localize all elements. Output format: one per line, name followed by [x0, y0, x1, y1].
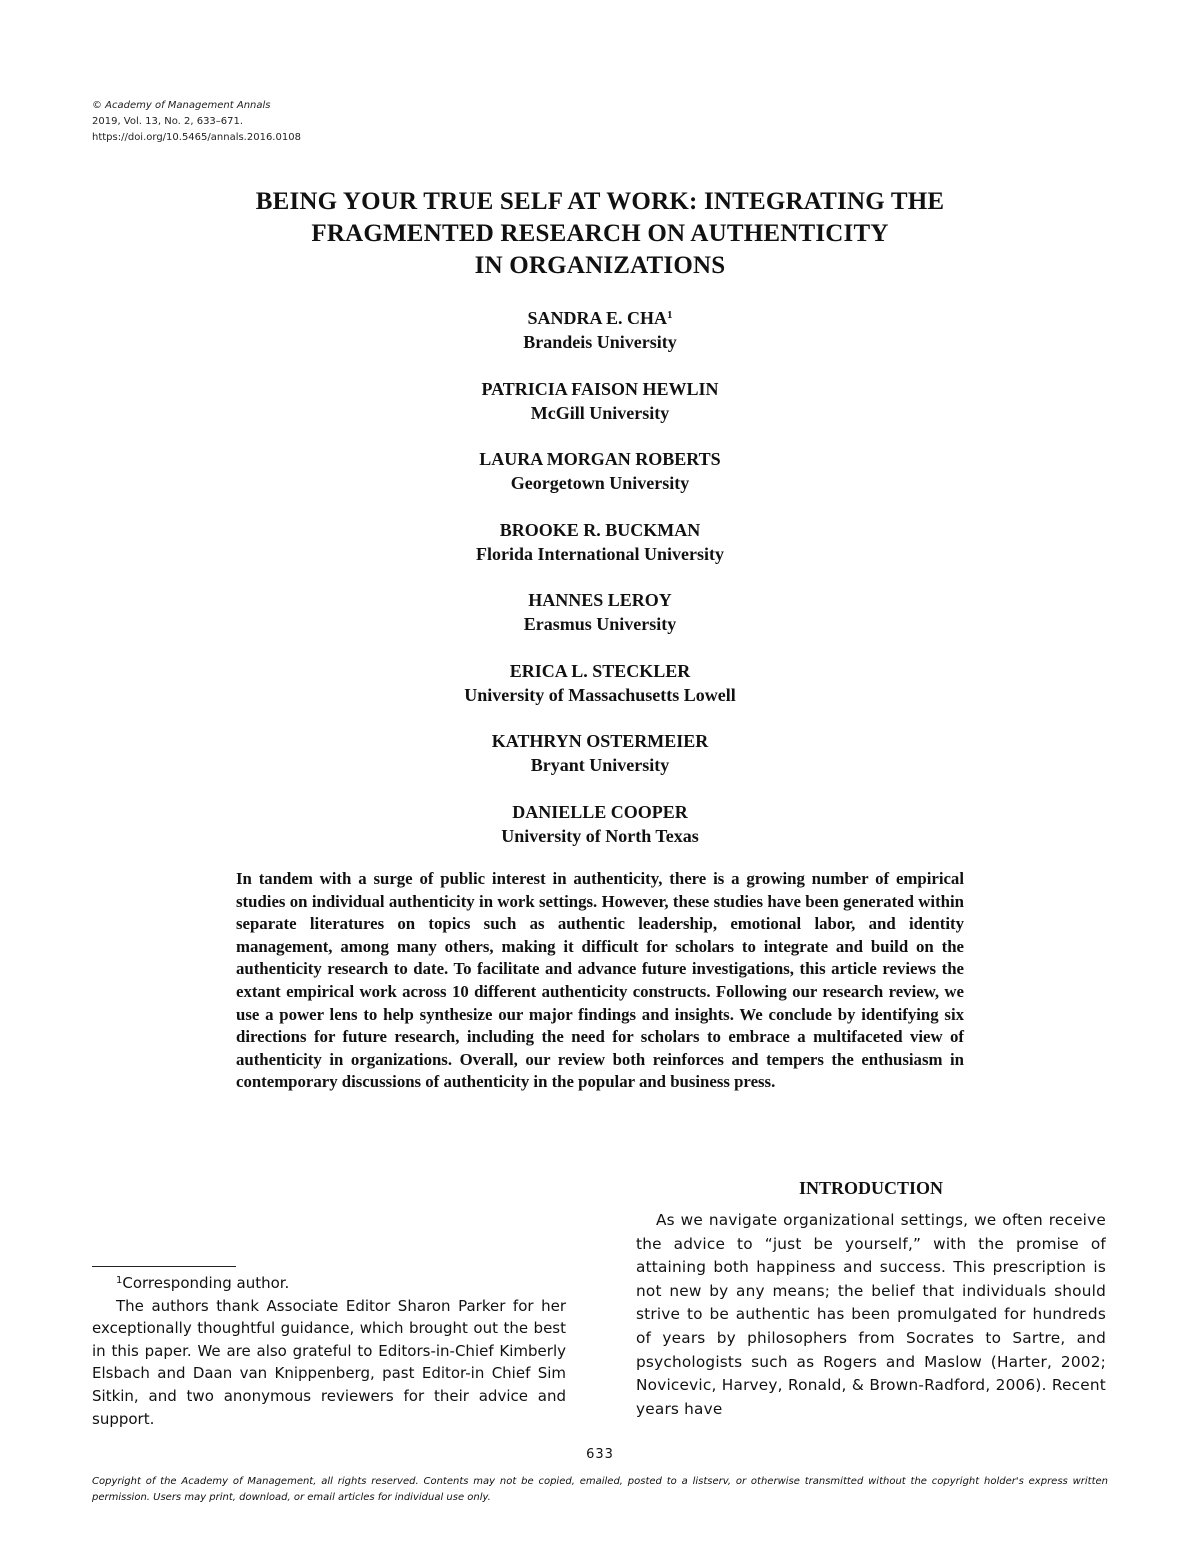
author-affiliation: Bryant University: [530, 755, 670, 775]
author-affiliation: University of North Texas: [501, 825, 699, 846]
author-block: [250, 659, 950, 730]
author-block: [250, 306, 950, 377]
title-line-3: IN ORGANIZATIONS: [474, 252, 726, 279]
page-number: 633: [586, 1447, 614, 1462]
author-affiliation: McGill University: [530, 402, 670, 423]
journal-masthead: [92, 98, 301, 146]
author-name: KATHRYN OSTERMEIER: [491, 731, 709, 751]
author-affiliation: Georgetown University: [510, 473, 690, 493]
footnote-divider: [92, 1266, 236, 1267]
author-name: PATRICIA FAISON HEWLIN: [481, 378, 719, 399]
abstract: In tandem with a surge of public interest in authenticity, there is a growing number of empirical studies on individual authenticity in work settings. However, these studies have been generated within separate literatures on topics such as authentic leadership, emotional labor, and identity management, among many others, making it difficult for scholars to integrate and build on the authenticity research to date. To facilitate and advance future investigations, this article reviews the extant empirical work across 10 different authenticity constructs. Following our research review, we use a power lens to help synthesize our major findings and insights. We conclude by identifying six directions for future research, including the need for scholars to embrace a multifaceted view of authenticity in organizations. Overall, our review both reinforces and tempers the enthusiasm in contemporary discussions of authenticity in the popular and business press.: [236, 869, 964, 1092]
author-name: SANDRA E. CHA$^1$: [527, 308, 673, 328]
author-affiliation: Erasmus University: [523, 614, 677, 634]
author-list: [250, 306, 950, 870]
title-line-1: BEING YOUR TRUE SELF AT WORK: INTEGRATING THE: [255, 188, 945, 215]
footnote-marker[interactable]: 1: [667, 309, 673, 321]
author-block: [250, 518, 950, 589]
journal-name: © Academy of Management Annals: [92, 100, 271, 111]
author-affiliation: Brandeis University: [523, 332, 677, 352]
author-name: LAURA MORGAN ROBERTS: [479, 449, 721, 469]
author-block: [250, 800, 950, 871]
footnote-acknowledgment: The authors thank Associate Editor Sharon Parker for her exceptionally thoughtful guidance, which brought out the best in this paper. We are also grateful to Editors-in-Chief Kimberly Elsbach and Daan van Knippenberg, past Editor-in Chief Sim Sitkin, and two anonymous reviewers for their advice and support.: [92, 1296, 566, 1428]
author-block: [250, 588, 950, 659]
author-affiliation: Florida International University: [476, 543, 724, 564]
author-name: DANIELLE COOPER: [512, 801, 688, 822]
author-block: [250, 447, 950, 518]
copyright-notice: Copyright of the Academy of Management, all rights reserved. Contents may not be copied, emailed, posted to a listserv, or otherwise transmitted without the copyright holder's express written permission. Users may print, download, or email articles for individual use only.: [92, 1476, 1108, 1503]
author-name: BROOKE R. BUCKMAN: [499, 519, 701, 540]
author-name: ERICA L. STECKLER: [509, 660, 691, 681]
author-affiliation: University of Massachusetts Lowell: [464, 684, 736, 705]
footnote-marker: 1: [116, 1275, 123, 1286]
section-heading-introduction: INTRODUCTION: [798, 1178, 944, 1198]
author-block: [250, 729, 950, 800]
author-block: [250, 377, 950, 448]
footnotes: [92, 1272, 566, 1430]
title-line-2: FRAGMENTED RESEARCH ON AUTHENTICITY: [311, 220, 889, 247]
footnote-corresponding: $^1$Corresponding author.: [116, 1274, 290, 1292]
introduction-paragraph: As we navigate organizational settings, we often receive the advice to “just be yourself,” with the promise of attaining both happiness and success. This prescription is not new by any means; the belief that individuals should strive to be authentic has been promulgated for hundreds of years by philosophers from Socrates to Sartre, and psychologists such as Rogers and Maslow (Harter, 2002; Novicevic, Harvey, Ronald, & Brown-Radford, 2006). Recent years have: [636, 1211, 1106, 1418]
journal-volume: 2019, Vol. 13, No. 2, 633–671.: [92, 116, 244, 127]
article-title: [150, 186, 1050, 282]
journal-doi[interactable]: https://doi.org/10.5465/annals.2016.0108: [92, 132, 301, 143]
author-name: HANNES LEROY: [528, 590, 672, 610]
